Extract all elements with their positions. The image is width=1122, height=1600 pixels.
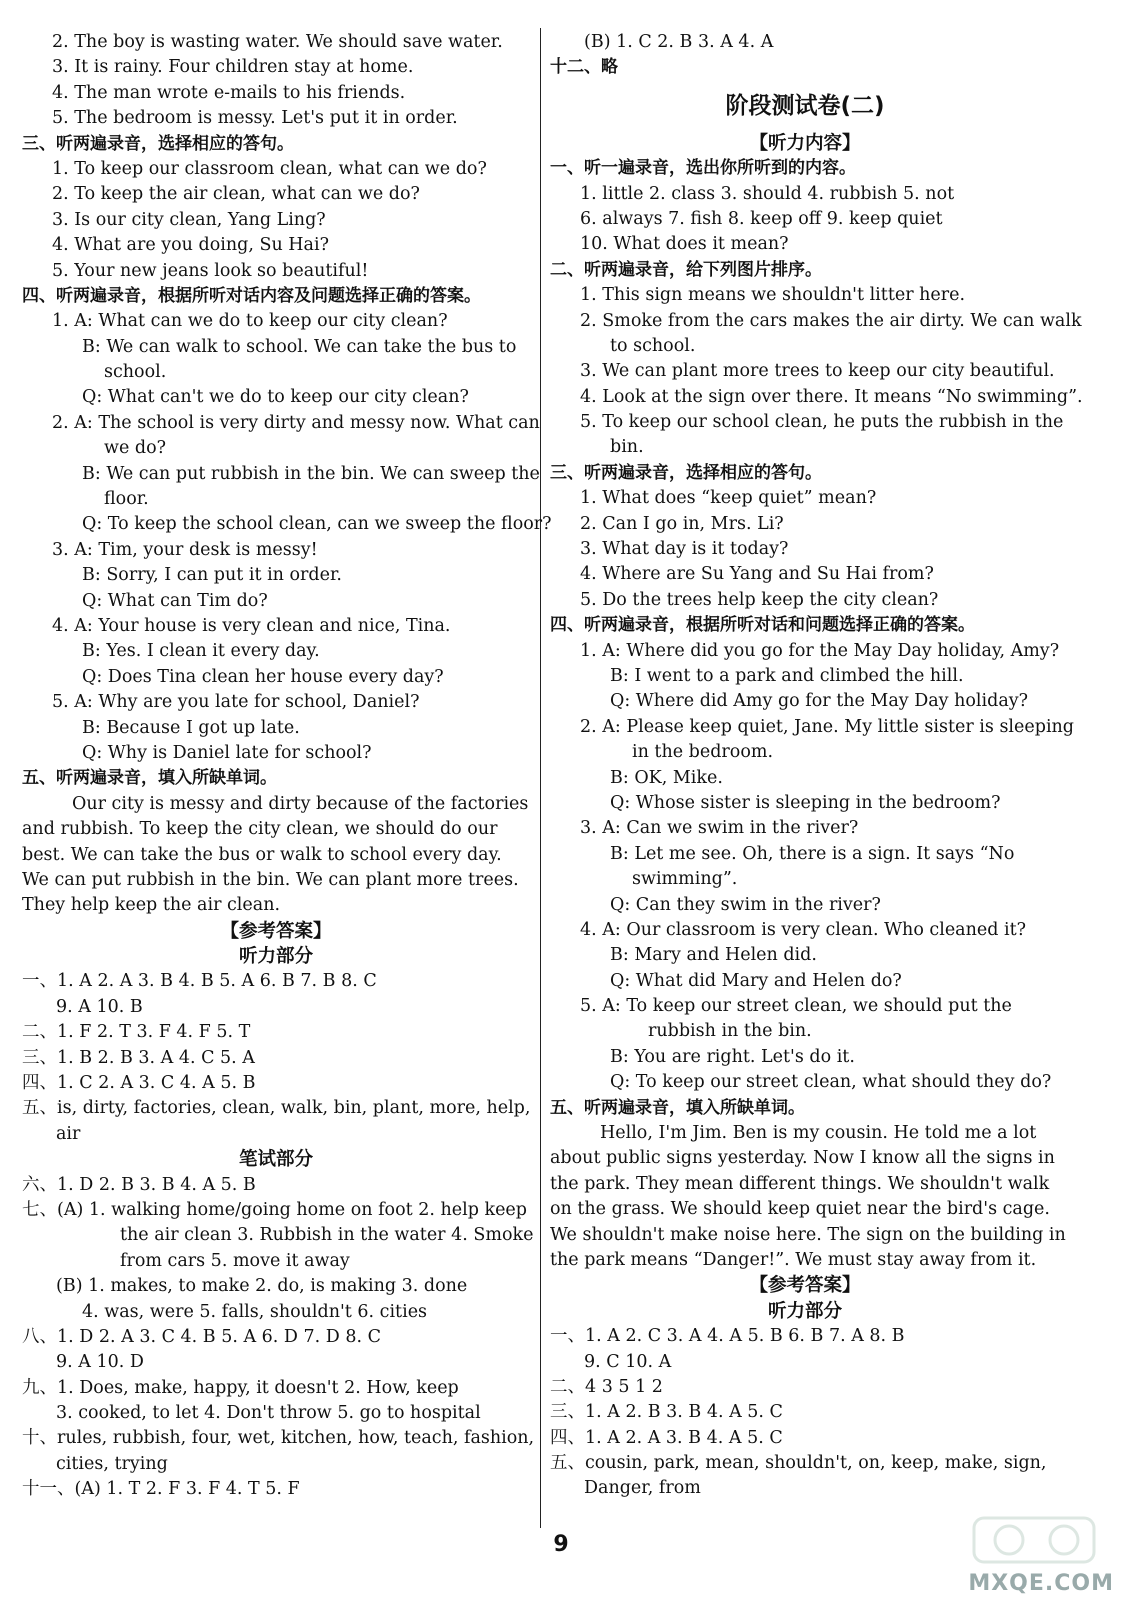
left-line: 4. was, were 5. falls, shouldn't 6. cities [82,1301,428,1322]
right-line: Hello, I'm Jim. Ben is my cousin. He told me a lot [600,1123,1037,1144]
left-line: 9. A 10. D [56,1352,144,1373]
left-line: B: Sorry, I can put it in order. [82,565,342,586]
left-line: 三、听两遍录音，选择相应的答句。 [22,133,294,154]
right-line: B: You are right. Let's do it. [610,1046,855,1067]
right-line: 1. little 2. class 3. should 4. rubbish 5. not [580,183,955,204]
right-line: 6. always 7. fish 8. keep off 9. keep quiet [580,208,943,229]
right-line: to school. [610,335,696,356]
right-line: B: OK, Mike. [610,767,723,788]
left-line: 5. Your new jeans look so beautiful! [52,260,369,281]
right-line: Q: Can they swim in the river? [610,894,881,915]
left-line: B: Yes. I clean it every day. [82,641,320,662]
left-line: 3. A: Tim, your desk is messy! [52,539,318,560]
left-line: 九、1. Does, make, happy, it doesn't 2. How, keep [22,1377,459,1398]
right-line: 【参考答案】 [749,1275,861,1297]
right-line: bin. [610,437,644,458]
right-line: 【听力内容】 [749,132,861,154]
right-line: B: I went to a park and climbed the hill. [610,665,964,686]
left-line: 六、1. D 2. B 3. B 4. A 5. B [22,1174,256,1195]
right-line: 五、听两遍录音，填入所缺单词。 [550,1097,805,1118]
left-line: 五、is, dirty, factories, clean, walk, bin, plant, more, help, [22,1098,531,1119]
right-line: 4. Where are Su Yang and Su Hai from? [580,564,934,585]
left-line: from cars 5. move it away [120,1250,350,1271]
left-line: we do? [104,438,167,459]
right-line: 1. What does “keep quiet” mean? [580,488,877,509]
left-line: 【参考答案】 [220,920,332,942]
right-line: 二、听两遍录音，给下列图片排序。 [550,259,822,280]
left-line: 听力部分 [238,946,313,968]
left-line: Q: Why is Daniel late for school? [82,742,372,763]
left-line: Q: Does Tina clean her house every day? [82,666,444,687]
left-line: 1. A: What can we do to keep our city clean? [52,311,448,332]
right-column [550,30,1083,1502]
right-line: 三、听两遍录音，选择相应的答句。 [550,462,822,483]
left-line: 二、1. F 2. T 3. F 4. F 5. T [22,1022,251,1043]
right-line: 三、1. A 2. B 3. B 4. A 5. C [550,1402,783,1423]
left-line: 3. It is rainy. Four children stay at home. [52,57,414,78]
right-line: 二、4 3 5 1 2 [550,1376,663,1397]
left-line: 四、听两遍录音，根据所听对话内容及问题选择正确的答案。 [22,285,481,306]
right-line: 5. To keep our school clean, he puts the rubbish in the [580,412,1064,433]
right-line: Q: Where did Amy go for the May Day holiday? [610,691,1029,712]
left-line: Q: To keep the school clean, can we sweep the floor? [82,514,552,535]
right-line: 四、1. A 2. A 3. B 4. A 5. C [550,1427,783,1448]
left-line: the air clean 3. Rubbish in the water 4. Smoke [120,1225,534,1246]
right-line: 4. Look at the sign over there. It means “No swimming”. [580,386,1083,407]
right-line: on the grass. We should keep quiet near the bird's cage. [550,1199,1050,1220]
right-line: 四、听两遍录音，根据所听对话和问题选择正确的答案。 [550,615,975,636]
left-line: 八、1. D 2. A 3. C 4. B 5. A 6. D 7. D 8. C [22,1326,382,1347]
right-line: 一、听一遍录音，选出你所听到的内容。 [550,158,856,179]
left-line: 2. To keep the air clean, what can we do? [52,184,420,205]
left-line: Our city is messy and dirty because of the factories [72,793,529,814]
left-line: 笔试部分 [238,1149,313,1171]
left-line: and rubbish. To keep the city clean, we should do our [22,819,498,840]
left-line: 2. The boy is wasting water. We should save water. [52,32,503,52]
right-line: Q: Whose sister is sleeping in the bedroom? [610,792,1001,813]
left-line: 四、1. C 2. A 3. C 4. A 5. B [22,1073,256,1094]
right-line: in the bedroom. [632,742,774,763]
left-line: 5. The bedroom is messy. Let's put it in order. [52,108,458,129]
left-line: B: Because I got up late. [82,717,300,738]
left-line: They help keep the air clean. [22,895,281,916]
watermark-text: MXQE.COM [968,1571,1114,1596]
right-line: 五、cousin, park, mean, shouldn't, on, keep, make, sign, [550,1453,1047,1474]
right-line: B: Let me see. Oh, there is a sign. It says “No [610,843,1015,864]
left-line: B: We can put rubbish in the bin. We can sweep the [82,463,540,484]
left-line: 4. The man wrote e-mails to his friends. [52,82,406,103]
left-line: 五、听两遍录音，填入所缺单词。 [22,768,277,789]
left-line: school. [104,362,167,383]
left-column [22,30,552,1503]
right-line: Q: To keep our street clean, what should they do? [610,1072,1052,1093]
left-line: 2. A: The school is very dirty and messy now. What can [52,412,540,433]
right-line: 3. We can plant more trees to keep our city beautiful. [580,361,1055,382]
left-line: 1. To keep our classroom clean, what can we do? [52,158,487,179]
page-number: 9 [553,1532,569,1557]
right-line: about public signs yesterday. Now I know all the signs in [550,1148,1055,1169]
left-line: (B) 1. makes, to make 2. do, is making 3. done [56,1276,468,1297]
left-line: B: We can walk to school. We can take the bus to [82,336,517,357]
right-line: Danger, from [584,1478,701,1499]
right-line: 3. What day is it today? [580,539,789,560]
right-line: the park means “Danger!”. We must stay away from it. [550,1249,1037,1270]
left-line: 4. A: Your house is very clean and nice, Tina. [52,615,451,636]
column-divider [540,28,541,1528]
right-line: 2. Can I go in, Mrs. Li? [580,513,784,534]
right-line: 一、1. A 2. C 3. A 4. A 5. B 6. B 7. A 8. B [550,1326,905,1347]
right-line: Q: What did Mary and Helen do? [610,970,902,991]
left-line: 3. Is our city clean, Yang Ling? [52,209,326,230]
left-line: 一、1. A 2. A 3. B 4. B 5. A 6. B 7. B 8. C [22,971,377,992]
right-line: (B) 1. C 2. B 3. A 4. A [584,32,774,52]
left-line: Q: What can Tim do? [82,590,268,611]
right-line: 阶段测试卷(二) [725,92,885,119]
right-line: 2. A: Please keep quiet, Jane. My little sister is sleeping [580,716,1075,737]
left-line: 5. A: Why are you late for school, Daniel? [52,692,420,713]
left-line: 9. A 10. B [56,996,143,1017]
right-line: the park. They mean different things. We shouldn't walk [550,1173,1050,1194]
left-line: Q: What can't we do to keep our city clean? [82,387,469,408]
left-line: 4. What are you doing, Su Hai? [52,235,329,256]
right-line: 1. A: Where did you go for the May Day holiday, Amy? [580,640,1060,661]
right-line: 4. A: Our classroom is very clean. Who cleaned it? [580,919,1027,940]
right-line: 听力部分 [767,1300,842,1322]
right-line: 2. Smoke from the cars makes the air dirty. We can walk [580,310,1082,331]
right-line: 9. C 10. A [584,1351,672,1372]
left-line: best. We can take the bus or walk to school every day. [22,844,502,865]
left-line: 3. cooked, to let 4. Don't throw 5. go to hospital [56,1403,481,1424]
right-line: rubbish in the bin. [648,1021,812,1042]
right-line: 10. What does it mean? [580,234,789,255]
right-line: B: Mary and Helen did. [610,945,817,966]
left-line: air [56,1123,81,1144]
right-line: 5. Do the trees help keep the city clean? [580,589,939,610]
right-line: 十二、略 [550,57,618,78]
right-line: swimming”. [632,869,738,890]
right-line: 5. A: To keep our street clean, we should put the [580,996,1012,1017]
right-line: We shouldn't make noise here. The sign on the building in [550,1224,1066,1245]
left-line: 十一、(A) 1. T 2. F 3. F 4. T 5. F [22,1479,300,1500]
right-line: 3. A: Can we swim in the river? [580,818,859,839]
left-line: We can put rubbish in the bin. We can plant more trees. [22,869,519,890]
left-line: 十、rules, rubbish, four, wet, kitchen, how, teach, fashion, [22,1428,535,1449]
left-line: floor. [104,489,149,510]
left-line: cities, trying [56,1453,168,1474]
left-line: 七、(A) 1. walking home/going home on foot 2. help keep [22,1199,527,1220]
left-line: 三、1. B 2. B 3. A 4. C 5. A [22,1047,255,1068]
right-line: 1. This sign means we shouldn't litter here. [580,285,966,306]
